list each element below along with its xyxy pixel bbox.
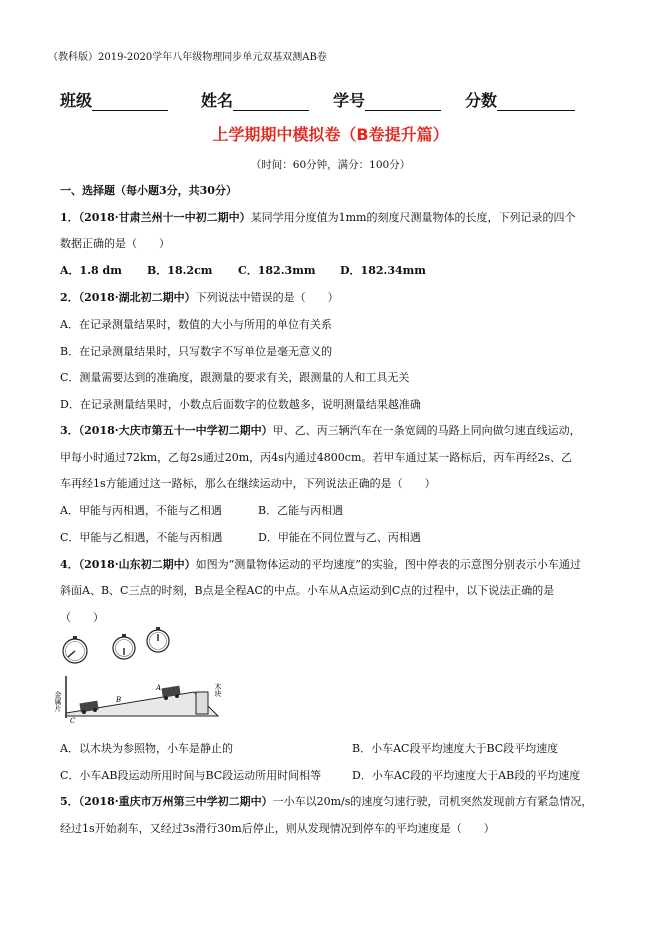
q2-option-d[interactable]: D．在记录测量结果时，小数点后面数字的位数越多，说明测量结果越准确 — [60, 398, 421, 411]
q1-option-c[interactable]: C．182.3mm — [238, 264, 316, 277]
wood-block-label: 木块 — [214, 683, 222, 697]
wood-block — [196, 692, 208, 714]
q1-option-d[interactable]: D．182.34mm — [340, 264, 426, 277]
q3-option-d[interactable]: D．甲能在不同位置与乙、丙相遇 — [258, 531, 421, 544]
section-heading: 一、选择题（每小题3分，共30分） — [60, 184, 237, 197]
q3-option-a[interactable]: A．甲能与丙相遇，不能与乙相遇 — [60, 504, 222, 517]
question-2-source: 2．（2018·湖北初二期中） — [60, 291, 196, 304]
q3-option-b[interactable]: B．乙能与丙相遇 — [258, 504, 344, 517]
incline-experiment-figure — [54, 628, 228, 725]
q4-option-a[interactable]: A．以木块为参照物，小车是静止的 — [60, 742, 233, 755]
number-label: 学号 — [333, 91, 366, 110]
q4-option-d[interactable]: D．小车AC段的平均速度大于AB段的平均速度 — [352, 769, 581, 782]
question-1-source: 1．（2018·甘肃兰州十一中初二期中） — [60, 211, 251, 224]
header-text: （教科版）2019-2020学年八年级物理同步单元双基双测AB卷 — [48, 52, 327, 63]
name-label: 姓名 — [201, 91, 234, 110]
stopwatch-b-icon — [113, 634, 135, 659]
question-3-text: 甲、乙、丙三辆汽车在一条宽阔的马路上同向做匀速直线运动， — [272, 424, 581, 437]
question-5-line-1 — [60, 793, 592, 809]
score-field[interactable] — [497, 94, 575, 111]
exam-title: 上学期期中模拟卷（B卷提升篇） — [212, 125, 449, 144]
score-label: 分数 — [465, 91, 498, 110]
q2-option-a[interactable]: A．在记录测量结果时，数值的大小与所用的单位有关系 — [60, 318, 332, 331]
q2-option-b[interactable]: B．在记录测量结果时，只写数字不写单位是毫无意义的 — [60, 345, 333, 358]
question-1-line-2: 数据正确的是（ ） — [60, 237, 170, 250]
question-4-line-2: 斜面A、B、C三点的时刻，B点是全程AC的中点。小车从A点运动到C点的过程中，以下说法正确的是 — [60, 584, 555, 597]
q1-option-b[interactable]: B．18.2cm — [147, 264, 213, 277]
class-label: 班级 — [60, 91, 93, 110]
question-2-line-1 — [60, 289, 339, 305]
point-b-label: B — [116, 696, 122, 704]
q4-option-c[interactable]: C．小车AB段运动所用时间与BC段运动所用时间相等 — [60, 769, 322, 782]
point-a-label: A — [156, 684, 162, 692]
class-field[interactable] — [92, 94, 168, 111]
name-field[interactable] — [233, 94, 309, 111]
question-5-text: 一小车以20m/s的速度匀速行驶，司机突然发现前方有紧急情况， — [272, 795, 593, 808]
question-3-line-1 — [60, 422, 581, 438]
question-4-line-3: （ ） — [60, 611, 104, 624]
question-5-source: 5．（2018·重庆市万州第三中学初二期中） — [60, 795, 273, 808]
q1-option-a[interactable]: A．1.8 dm — [60, 264, 122, 277]
number-field[interactable] — [365, 94, 441, 111]
question-1-text: 某同学用分度值为1mm的刻度尺测量物体的长度，下列记录的四个 — [250, 211, 576, 224]
exam-subtitle: （时间：60分钟，满分：100分） — [250, 159, 411, 171]
question-3-source: 3．（2018·大庆市第五十一中学初二期中） — [60, 424, 273, 437]
metal-plate-label: 金属片 — [54, 691, 62, 712]
question-4-line-1 — [60, 556, 581, 572]
q2-option-c[interactable]: C．测量需要达到的准确度，跟测量的要求有关，跟测量的人和工具无关 — [60, 371, 410, 384]
question-2-text: 下列说法中错误的是（ ） — [195, 291, 339, 304]
question-1-line-1 — [60, 209, 575, 225]
stopwatch-c-icon — [63, 636, 87, 663]
point-c-label: C — [70, 717, 76, 725]
question-3-line-2: 甲每小时通过72km，乙每2s通过20m，丙4s内通过4800cm。若甲车通过某一路标后，丙车再经2s、乙 — [60, 451, 573, 464]
q4-option-b[interactable]: B．小车AC段平均速度大于BC段平均速度 — [352, 742, 559, 755]
question-5-line-2: 经过1s开始刹车，又经过3s滑行30m后停止，则从发现情况到停车的平均速度是（ ） — [60, 822, 495, 835]
question-4-text: 如图为“测量物体运动的平均速度”的实验，图中停表的示意图分别表示小车通过 — [195, 558, 581, 571]
question-4-source: 4．（2018·山东初二期中） — [60, 558, 196, 571]
stopwatch-a-icon — [147, 627, 169, 652]
question-3-line-3: 车再经1s方能通过这一路标，那么在继续运动中，下列说法正确的是（ ） — [60, 477, 436, 490]
q3-option-c[interactable]: C．甲能与乙相遇，不能与丙相遇 — [60, 531, 223, 544]
